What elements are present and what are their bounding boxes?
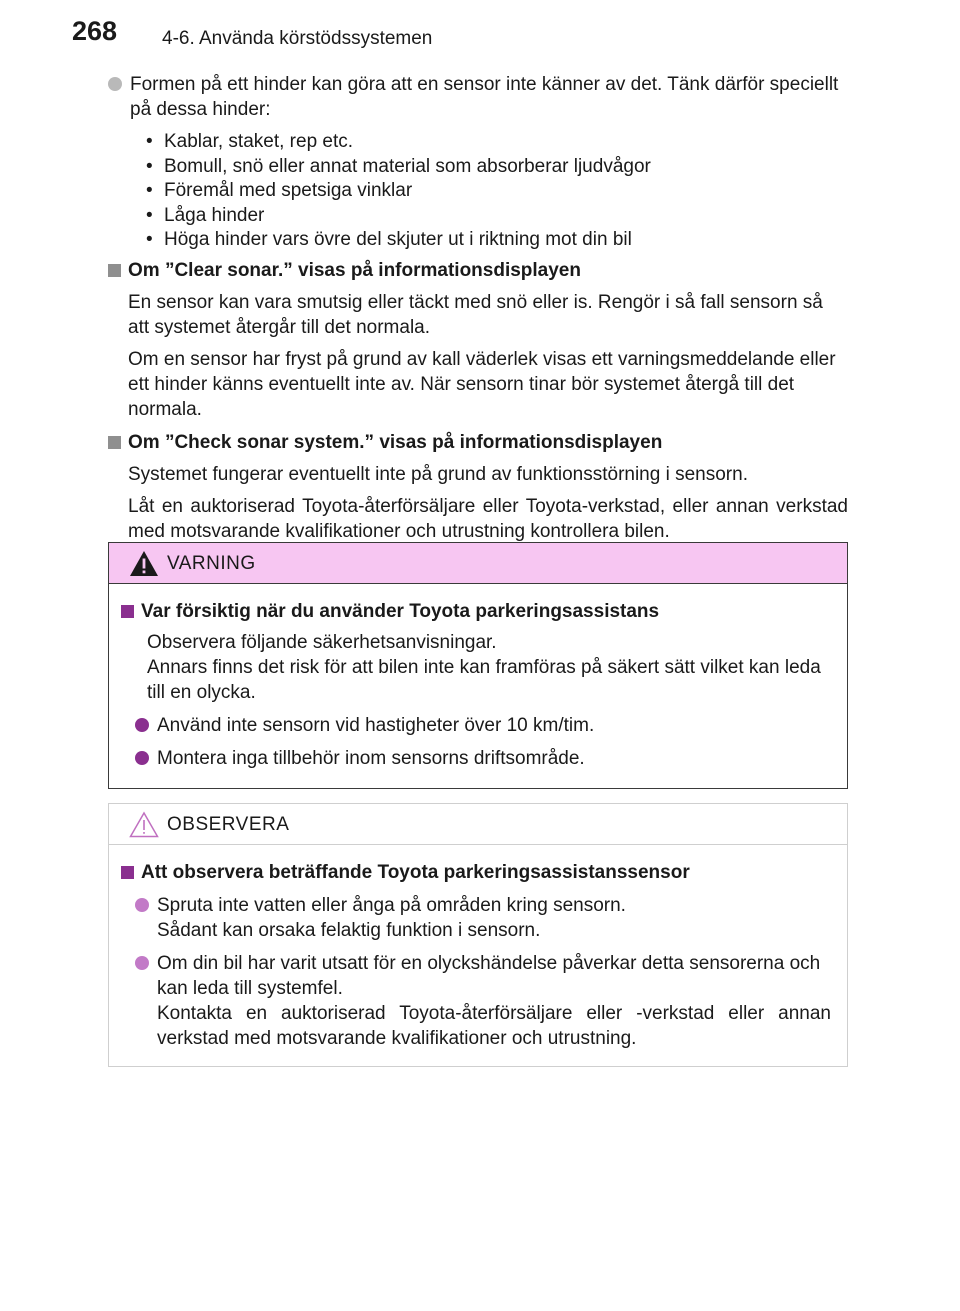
clear-sonar-p2: Om en sensor har fryst på grund av kall väderlek visas ett varningsmeddelande eller ett hinder känns eventuellt inte av. När sensorn tinar bör systemet återgå till det normala. (128, 348, 836, 420)
warning-header (109, 543, 847, 584)
list-item: • Kablar, staket, rep etc. (146, 130, 848, 155)
warning-body (109, 584, 847, 791)
bullet-dot-icon (108, 77, 122, 91)
warning-bullet-1: Använd inte sensorn vid hastigheter över 10 km/tim. (135, 713, 831, 738)
bullet-dot-icon (135, 718, 149, 732)
warning-title: VARNING (167, 553, 256, 574)
intro-bullet (108, 72, 848, 122)
notice-title: OBSERVERA (167, 814, 290, 835)
obstacle-list (146, 130, 848, 253)
warning-heading: Var försiktig när du använder Toyota parkeringsassistans (121, 599, 831, 624)
notice-bullet-1: Spruta inte vatten eller ånga på områden kring sensorn. Sådant kan orsaka felaktig funktion i sensorn. (135, 893, 831, 943)
notice-heading: Att observera beträffande Toyota parkeringsassistanssensor (121, 860, 831, 885)
clear-sonar-p1: En sensor kan vara smutsig eller täckt med snö eller is. Rengör i så fall sensorn så att systemet återgår till det normala. (128, 291, 823, 338)
warning-p1: Observera följande säkerhetsanvisningar. (147, 632, 497, 653)
bullet-dot-icon (135, 898, 149, 912)
square-bullet-icon (108, 264, 121, 277)
warning-triangle-icon (129, 550, 159, 577)
main-content (108, 72, 848, 544)
notice-box (108, 803, 848, 1067)
list-item: • Bomull, snö eller annat material som absorberar ljudvågor (146, 155, 848, 180)
square-bullet-icon (121, 866, 134, 879)
list-item: • Låga hinder (146, 204, 848, 229)
page-number: 268 (72, 16, 118, 46)
notice-bullet-2: Om din bil har varit utsatt för en olyckshändelse påverkar detta sensorerna och kan leda till systemfel. Kontakta en auktoriserad Toyota-återförsäljare eller -verkstad eller annan verkstad med motsvarande kvalifikationer och utrustning. (135, 951, 831, 1051)
bullet-dot-icon (135, 956, 149, 970)
section-title: 4-6. Använda körstödssystemen (162, 28, 433, 49)
check-sonar-heading: Om ”Check sonar system.” visas på informationsdisplayen (108, 430, 848, 455)
square-bullet-icon (108, 436, 121, 449)
square-bullet-icon (121, 605, 134, 618)
check-sonar-p2: Låt en auktoriserad Toyota-återförsäljare eller Toyota-verkstad, eller annan verkstad med motsvarande kvalifikationer och utrustning kontrollera bilen. (128, 495, 848, 542)
warning-bullet-2: Montera inga tillbehör inom sensorns driftsområde. (135, 746, 831, 771)
list-item: • Höga hinder vars övre del skjuter ut i riktning mot din bil (146, 228, 848, 253)
check-sonar-p1: Systemet fungerar eventuellt inte på grund av funktionsstörning i sensorn. (128, 463, 748, 485)
warning-p2: Annars finns det risk för att bilen inte kan framföras på säkert sätt vilket kan leda till en olycka. (147, 657, 821, 703)
list-item: • Föremål med spetsiga vinklar (146, 179, 848, 204)
warning-box (108, 542, 848, 789)
clear-sonar-heading: Om ”Clear sonar.” visas på informationsdisplayen (108, 258, 848, 283)
notice-header (109, 804, 847, 845)
intro-text: Formen på ett hinder kan göra att en sensor inte känner av det. Tänk därför speciellt på dessa hinder: (130, 74, 839, 120)
bullet-dot-icon (135, 751, 149, 765)
caution-triangle-icon (129, 811, 159, 838)
notice-body (109, 845, 847, 1071)
page-header (0, 0, 960, 60)
